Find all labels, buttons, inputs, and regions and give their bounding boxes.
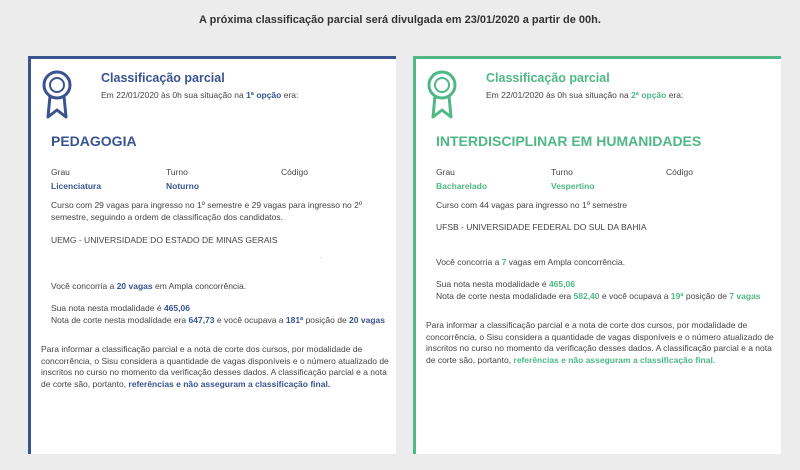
card-subtitle: Em 22/01/2020 às 0h sua situação na 1ª opção era: [101,90,299,100]
grau-label: Grau [436,167,455,177]
position-value: 181ª [285,314,304,325]
score-value: 465,06 [548,279,575,289]
course-name: INTERDISCIPLINAR EM HUMANIDADES [436,133,702,149]
vagas-text: Curso com 44 vagas para ingresso no 1º semestre [436,200,628,210]
turno-label: Turno [551,167,573,177]
award-ribbon-icon [41,69,73,121]
grau-value: Bacharelado [436,181,488,191]
concorria-text: Você concorria a 7 vagas em Ampla concorrência. [436,257,626,267]
position-value: 19ª [670,290,684,301]
award-ribbon-icon [426,69,458,121]
turno-label: Turno [166,167,188,177]
vagas-text: Curso com 29 vagas para ingresso no 1º semestre e 29 vagas para ingresso no 2º semestre, seguindo a ordem de classificação dos candidatos. [51,200,362,222]
info-disclaimer: Para informar a classificação parcial e a nota de corte dos cursos, por modalidade de concorrência, o Sisu considera a quantidade de vagas disponíveis e o número atualizado de inscritos no curso no momento da verificação desses dados. A classificação parcial e a nota de corte são, portanto, referências e não asseguram a classificação final. [426,320,774,365]
grau-value: Licenciatura [51,181,102,191]
score-text: Sua nota nesta modalidade é 465,06 Nota de corte nesta modalidade era 582,40 e você ocupava a 19ª posição de 7 vagas [436,279,761,301]
card-title: Classificação parcial [486,71,610,85]
course-name: PEDAGOGIA [51,133,137,149]
option-label: 2ª opção [631,90,667,100]
notice-banner: A próxima classificação parcial será divulgada em 23/01/2020 a partir de 00h. [199,14,601,26]
turno-value: Vespertino [551,181,595,191]
cutoff-value: 647,73 [188,314,215,325]
score-text: Sua nota nesta modalidade é 465,06 Nota de corte nesta modalidade era 647,73 e você ocupava a 181ª posição de 20 vagas [51,303,385,325]
classification-card-first-option: Classificação parcial Em 22/01/2020 às 0h sua situação na 1ª opção era: PEDAGOGIA Grau Licenciatura Turno Noturno Código Curso com 29 vagas para ingresso no 1º semestre e 29 vagas para ingresso no 2º semestre, seguindo a ordem de classificação dos candidatos. UEMG - UNIVERSIDADE DO ESTADO DE MINAS GERAIS . Você concorria a 20 vagas em Ampla concorrência. Sua nota nesta modalidade é 465,06 Nota de corte nesta modalidade era 647,73 e você ocupava a 181ª posição de 20 vagas Para informar a classificação parcial e a nota de corte dos cursos, por modalidade de concorrência, o Sisu considera a quantidade de vagas disponíveis e o número atualizado de inscritos no curso no momento da verificação desses dados. A classificação parcial e a nota de corte são, portanto, referências e não asseguram a classificação final. [28,56,396,454]
turno-value: Noturno [166,181,200,191]
info-disclaimer: Para informar a classificação parcial e a nota de corte dos cursos, por modalidade de concorrência, o Sisu considera a quantidade de vagas disponíveis e o número atualizado de inscritos no curso no momento da verificação desses dados. A classificação parcial e a nota de corte são, portanto, referências e não asseguram a classificação final. [41,344,389,389]
cutoff-value: 582,40 [573,290,600,301]
university-name: UFSB - UNIVERSIDADE FEDERAL DO SUL DA BAHIA [436,222,647,232]
course-info [436,167,781,191]
course-info [51,167,396,191]
concorria-text: Você concorria a 20 vagas em Ampla concorrência. [51,281,247,291]
option-label: 1ª opção [246,90,282,100]
score-value: 465,06 [163,303,190,313]
university-name: UEMG - UNIVERSIDADE DO ESTADO DE MINAS GERAIS [51,235,278,245]
card-title: Classificação parcial [101,71,225,85]
grau-label: Grau [51,167,70,177]
card-subtitle: Em 22/01/2020 às 0h sua situação na 2ª opção era: [486,90,684,100]
codigo-label: Código [666,167,693,177]
codigo-label: Código [281,167,308,177]
classification-card-second-option [413,56,781,454]
